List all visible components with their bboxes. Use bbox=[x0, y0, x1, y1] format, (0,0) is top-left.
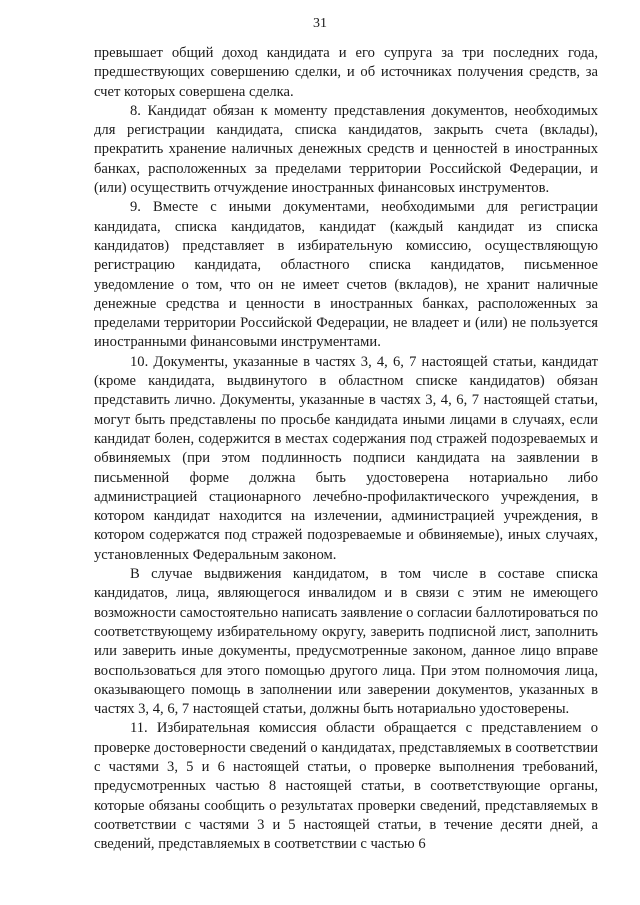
document-body bbox=[94, 44, 598, 854]
paragraph-8: 8. Кандидат обязан к моменту представления документов, необходимых для регистрации кандидата, списка кандидатов, закрыть счета (вклады), прекратить хранение наличных денежных средств и ценностей в иностранных банках, расположенных за пределами территории Российской Федерации, и (или) осуществить отчуждение иностранных финансовых инструментов. bbox=[94, 102, 598, 197]
paragraph-continuation: превышает общий доход кандидата и его супруга за три последних года, предшествующих совершению сделки, и об источниках получения средств, за счет которых совершена сделка. bbox=[94, 45, 598, 100]
paragraph-10: 10. Документы, указанные в частях 3, 4, 6, 7 настоящей статьи, кандидат (кроме кандидата, выдвинутого в областном списке кандидатов) обязан представить лично. Документы, указанные в частях 3, 4, 6, 7 настоящей статьи, могут быть представлены по просьбе кандидата иными лицами в случаях, если кандидат болен, содержится в местах содержания под стражей подозреваемых и обвиняемых (при этом подлинность подписи кандидата на заявлении в письменной форме должна быть удостоверена нотариально либо администрацией стационарного лечебно-профилактического учреждения, в котором кандидат находится на излечении, администрацией учреждения, в котором содержатся под стражей подозреваемые и обвиняемые), иных случаях, установленных Федеральным законом. bbox=[94, 353, 598, 563]
paragraph-9: 9. Вместе с иными документами, необходимыми для регистрации кандидата, списка кандидатов, кандидат (каждый кандидат из списка кандидатов) представляет в избирательную комиссию, осуществляющую регистрацию кандидата, областного списка кандидатов, письменное уведомление о том, что он не имеет счетов (вкладов), не хранит наличные денежные средства и ценности в иностранных банках, расположенных за пределами территории Российской Федерации, не владеет и (или) не пользуется иностранными финансовыми инструментами. bbox=[94, 199, 598, 351]
paragraph-11: 11. Избирательная комиссия области обращается с представлением о проверке достоверности сведений о кандидатах, представляемых в соответствии с частями 3, 5 и 6 настоящей статьи, о проверке выполнения требований, предусмотренных частью 8 настоящей статьи, в соответствующие органы, которые обязаны сообщить о результатах проверки сведений, представляемых в соответствии с частями 3 и 5 настоящей статьи, в течение десяти дней, а сведений, представляемых в соответствии с частью 6 bbox=[94, 720, 598, 853]
paragraph-disability: В случае выдвижения кандидатом, в том числе в составе списка кандидатов, лица, являющегося инвалидом и в связи с этим не имеющего возможности самостоятельно написать заявление о согласии баллотироваться по соответствующему избирательному округу, заверить подписной лист, заполнить или заверить иные документы, предусмотренные законом, данное лицо вправе воспользоваться для этого помощью другого лица. При этом полномочия лица, оказывающего помощь в заполнении или заверении документов, указанных в частях 3, 4, 6, 7 настоящей статьи, должны быть нотариально удостоверены. bbox=[94, 566, 598, 718]
page-number: 31 bbox=[313, 16, 327, 31]
